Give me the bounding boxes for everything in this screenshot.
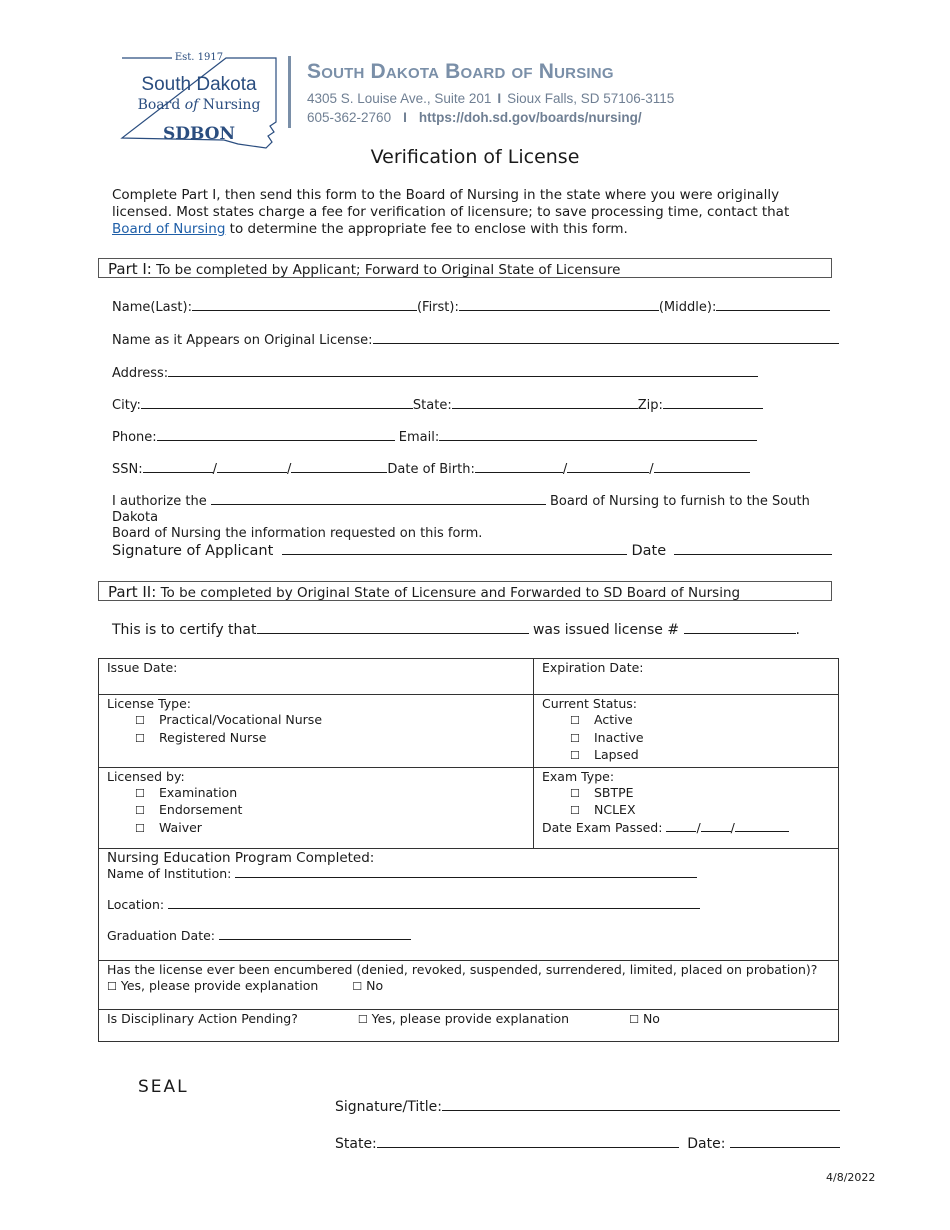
form-revision-date: 4/8/2022 — [826, 1171, 876, 1184]
checkbox-status-inactive[interactable]: ☐ — [570, 731, 580, 745]
original-name-field[interactable] — [373, 343, 839, 344]
checkbox-sbtpe[interactable]: ☐ — [570, 787, 580, 801]
education-cell: Nursing Education Program Completed: Name of Institution: Location: Graduation Date: — [99, 848, 839, 960]
ssn-dob-row: SSN: / / Date of Birth: / / — [112, 462, 750, 477]
city-field[interactable] — [141, 408, 413, 409]
exam-month-field[interactable] — [666, 831, 696, 832]
organization-name: South Dakota Board of Nursing — [307, 60, 614, 83]
applicant-signature-date-field[interactable] — [674, 554, 832, 555]
ssn-part1-field[interactable] — [143, 472, 213, 473]
checkbox-status-active[interactable]: ☐ — [570, 714, 580, 728]
exam-type-cell: Exam Type: ☐ SBTPE ☐ NCLEX Date Exam Passed: / / — [534, 767, 839, 848]
logo-established: Est. 1917 — [174, 52, 224, 63]
name-row: Name(Last): (First): (Middle): — [112, 300, 830, 315]
certified-name-field[interactable] — [257, 633, 529, 634]
zip-field[interactable] — [663, 408, 763, 409]
applicant-signature-row: Signature of Applicant Date — [112, 543, 832, 559]
checkbox-disciplinary-no[interactable]: ☐ — [629, 1012, 639, 1026]
organization-website-link[interactable]: https://doh.sd.gov/boards/nursing/ — [418, 110, 642, 125]
board-of-nursing-link[interactable]: Board of Nursing — [112, 221, 226, 237]
graduation-date-field[interactable] — [219, 939, 411, 940]
certify-row: This is to certify that was issued license # . — [112, 622, 800, 638]
first-name-field[interactable] — [459, 310, 659, 311]
city-state-zip-row: City: State: Zip: — [112, 398, 763, 413]
license-number-field[interactable] — [684, 633, 796, 634]
last-name-field[interactable] — [192, 310, 417, 311]
checkbox-encumbered-no[interactable]: ☐ — [352, 980, 363, 994]
ssn-part2-field[interactable] — [217, 472, 287, 473]
encumbered-cell: Has the license ever been encumbered (denied, revoked, suspended, surrendered, limited, placed on probation)? ☐ Yes, please provide explanation ☐ No — [99, 960, 839, 1009]
checkbox-examination[interactable]: ☐ — [135, 787, 145, 801]
authorizing-state-field[interactable] — [211, 504, 546, 505]
location-field[interactable] — [168, 908, 700, 909]
licensed-by-cell: Licensed by: ☐ Examination ☐ Endorsement ☐ Waiver — [99, 767, 534, 848]
official-state-field[interactable] — [377, 1147, 679, 1148]
official-signature-row: Signature/Title: — [335, 1099, 840, 1115]
form-title: Verification of License — [370, 146, 580, 168]
official-state-date-row: State: Date: — [335, 1136, 840, 1152]
checkbox-waiver[interactable]: ☐ — [135, 821, 145, 835]
logo-state-name: South Dakota — [141, 74, 257, 95]
organization-address: 4305 S. Louise Ave., Suite 201 I Sioux Falls, SD 57106-3115 — [307, 91, 675, 106]
checkbox-disciplinary-yes[interactable]: ☐ — [357, 1012, 368, 1026]
applicant-signature-field[interactable] — [282, 554, 627, 555]
official-signature-field[interactable] — [442, 1110, 840, 1111]
phone-field[interactable] — [157, 440, 395, 441]
official-date-field[interactable] — [730, 1147, 840, 1148]
license-type-cell: License Type: ☐ Practical/Vocational Nurse ☐ Registered Nurse — [99, 695, 534, 768]
issue-date-cell[interactable]: Issue Date: — [99, 659, 534, 695]
dob-month-field[interactable] — [475, 472, 563, 473]
checkbox-registered-nurse[interactable]: ☐ — [135, 731, 145, 745]
dob-year-field[interactable] — [654, 472, 750, 473]
license-details-table — [98, 658, 839, 1042]
exam-year-field[interactable] — [735, 831, 789, 832]
organization-phone: 605-362-2760 — [307, 110, 392, 125]
disciplinary-cell: Is Disciplinary Action Pending? ☐ Yes, please provide explanation ☐ No — [99, 1009, 839, 1041]
current-status-cell: Current Status: ☐ Active ☐ Inactive ☐ Lapsed — [534, 695, 839, 768]
exam-day-field[interactable] — [701, 831, 731, 832]
authorization-statement: I authorize the Board of Nursing to furnish to the South Dakota Board of Nursing the information requested on this form. — [112, 494, 810, 541]
organization-contact: 605-362-2760 I https://doh.sd.gov/boards/nursing/ — [307, 110, 642, 125]
intro-paragraph: Complete Part I, then send this form to the Board of Nursing in the state where you were originally licensed. Most states charge a fee for verification of licensure; to save processing time, contact that Board of Nursing to determine the appropriate fee to enclose with this form. — [112, 187, 790, 237]
sdbon-logo — [120, 52, 278, 150]
middle-name-field[interactable] — [716, 310, 830, 311]
address-row: Address: — [112, 366, 758, 381]
original-name-row: Name as it Appears on Original License: — [112, 333, 839, 348]
checkbox-nclex[interactable]: ☐ — [570, 804, 580, 818]
checkbox-encumbered-yes[interactable]: ☐ — [107, 980, 117, 994]
checkbox-practical-nurse[interactable]: ☐ — [135, 714, 145, 728]
state-field[interactable] — [452, 408, 638, 409]
logo-board-name: Board of Nursing — [137, 97, 261, 113]
email-field[interactable] — [439, 440, 757, 441]
logo-abbreviation: SDBON — [162, 124, 236, 144]
checkbox-endorsement[interactable]: ☐ — [135, 804, 145, 818]
address-field[interactable] — [168, 376, 758, 377]
phone-email-row: Phone: Email: — [112, 430, 757, 445]
ssn-part3-field[interactable] — [291, 472, 387, 473]
dob-day-field[interactable] — [567, 472, 649, 473]
checkbox-status-lapsed[interactable]: ☐ — [570, 749, 580, 763]
header-divider — [288, 56, 291, 128]
institution-field[interactable] — [235, 877, 697, 878]
seal-label: SEAL — [138, 1077, 189, 1097]
part1-header: Part I: To be completed by Applicant; Forward to Original State of Licensure — [98, 258, 832, 278]
part2-header: Part II: To be completed by Original State of Licensure and Forwarded to SD Board of Nursing — [98, 581, 832, 601]
expiration-date-cell[interactable]: Expiration Date: — [534, 659, 839, 695]
